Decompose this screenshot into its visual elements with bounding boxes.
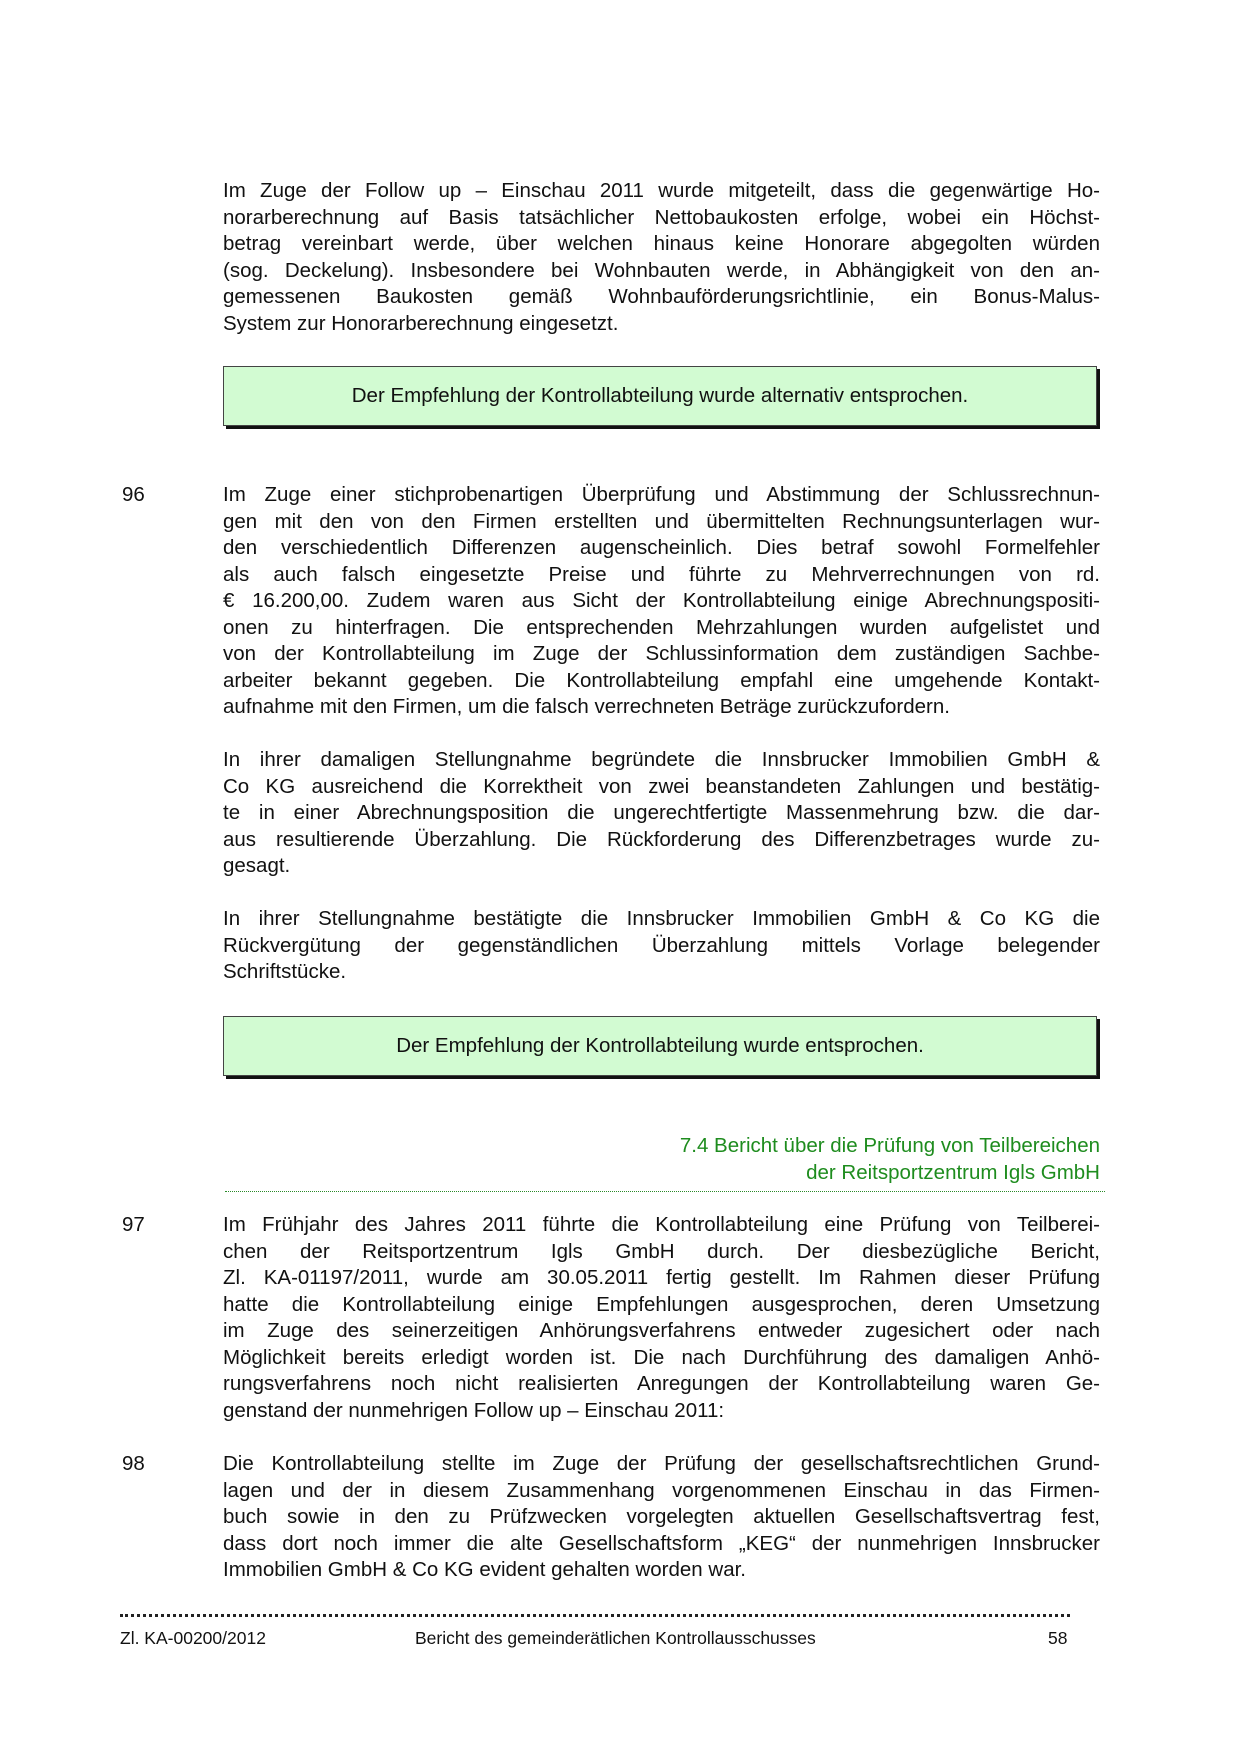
- text-line: In ihrer Stellungnahme bestätigte die Innsbrucker Immobilien GmbH & Co KG die: [223, 907, 1100, 930]
- paragraph-number: 97: [122, 1213, 145, 1236]
- text-line: Rückvergütung der gegenständlichen Überzahlung mittels Vorlage belegender: [223, 933, 1100, 957]
- text-line: buch sowie in den zu Prüfzwecken vorgelegten aktuellen Gesellschaftsvertrag fest,: [223, 1505, 1100, 1528]
- text-line: Die Kontrollabteilung stellte im Zuge der Prüfung der gesellschaftsrechtlichen Grund-: [223, 1452, 1100, 1475]
- paragraph-98: [223, 1451, 1100, 1584]
- text-line: rungsverfahrens noch nicht realisierten Anregungen der Kontrollabteilung waren Ge-: [223, 1372, 1100, 1395]
- paragraph-96: [223, 482, 1100, 721]
- text-line: aus resultierende Überzahlung. Die Rückforderung des Differenzbetrages wurde zu-: [223, 827, 1100, 851]
- text-line: dass dort noch immer die alte Gesellschaftsform „KEG“ der nunmehrigen Innsbrucker: [223, 1531, 1100, 1555]
- text-line: Schriftstücke.: [223, 960, 347, 983]
- text-line: genstand der nunmehrigen Follow up – Einschau 2011:: [223, 1398, 725, 1422]
- paragraph-number: 98: [122, 1452, 145, 1475]
- section-heading: [680, 1133, 1100, 1186]
- footer-reference: Zl. KA-00200/2012: [120, 1628, 266, 1648]
- recommendation-box: Der Empfehlung der Kontrollabteilung wurde alternativ entsprochen.: [223, 366, 1097, 426]
- text-line: gemessenen Baukosten gemäß Wohnbauförderungsrichtlinie, ein Bonus-Malus-: [223, 285, 1100, 308]
- text-line: Im Frühjahr des Jahres 2011 führte die Kontrollabteilung eine Prüfung von Teilberei-: [223, 1213, 1100, 1236]
- text-line: aufnahme mit den Firmen, um die falsch verrechneten Beträge zurückzufordern.: [223, 695, 950, 718]
- text-line: norarberechnung auf Basis tatsächlicher Nettobaukosten erfolge, wobei ein Höchst-: [223, 205, 1100, 229]
- text-line: als auch falsch eingesetzte Preise und führte zu Mehrverrechnungen von rd.: [223, 562, 1100, 586]
- recommendation-box: Der Empfehlung der Kontrollabteilung wurde entsprochen.: [223, 1016, 1097, 1076]
- text-line: onen zu hinterfragen. Die entsprechenden Mehrzahlungen wurden aufgelistet und: [223, 615, 1100, 639]
- text-line: hatte die Kontrollabteilung einige Empfehlungen ausgesprochen, deren Umsetzung: [223, 1292, 1100, 1316]
- section-heading-line: der Reitsportzentrum Igls GmbH: [806, 1160, 1100, 1184]
- text-line: Im Zuge der Follow up – Einschau 2011 wurde mitgeteilt, dass die gegenwärtige Ho-: [223, 179, 1100, 202]
- text-line: € 16.200,00. Zudem waren aus Sicht der Kontrollabteilung einige Abrechnungspositi-: [223, 589, 1100, 612]
- text-line: von der Kontrollabteilung im Zuge der Schlussinformation dem zuständigen Sachbe-: [223, 642, 1100, 665]
- paragraph-number: 96: [122, 483, 145, 506]
- paragraph-96-response: [223, 747, 1100, 880]
- section-heading-line: 7.4 Bericht über die Prüfung von Teilbereichen: [679, 1134, 1100, 1157]
- text-line: Im Zuge einer stichprobenartigen Überprüfung und Abstimmung der Schlussrechnun-: [223, 483, 1100, 506]
- text-line: gen mit den von den Firmen erstellten und übermittelten Rechnungsunterlagen wur-: [223, 509, 1100, 533]
- paragraph-96-statement: [223, 906, 1100, 986]
- heading-divider: [225, 1191, 1105, 1192]
- text-line: Zl. KA-01197/2011, wurde am 30.05.2011 fertig gestellt. Im Rahmen dieser Prüfung: [223, 1266, 1100, 1289]
- text-line: In ihrer damaligen Stellungnahme begründete die Innsbrucker Immobilien GmbH &: [223, 748, 1100, 771]
- footer-title: Bericht des gemeinderätlichen Kontrollausschusses: [415, 1628, 816, 1648]
- page-number: 58: [1048, 1628, 1068, 1648]
- text-line: gesagt.: [223, 854, 291, 877]
- text-line: lagen und der in diesem Zusammenhang vorgenommenen Einschau in das Firmen-: [223, 1478, 1100, 1502]
- text-line: Möglichkeit bereits erledigt worden ist. Die nach Durchführung des damaligen Anhö-: [223, 1345, 1100, 1369]
- text-line: Immobilien GmbH & Co KG evident gehalten worden war.: [223, 1558, 747, 1581]
- text-line: den verschiedentlich Differenzen augenscheinlich. Dies betraf sowohl Formelfehler: [223, 536, 1100, 559]
- text-line: chen der Reitsportzentrum Igls GmbH durch. Der diesbezügliche Bericht,: [223, 1239, 1100, 1263]
- paragraph-intro: [223, 178, 1100, 337]
- text-line: Co KG ausreichend die Korrektheit von zwei beanstandeten Zahlungen und bestätig-: [223, 774, 1100, 798]
- text-line: (sog. Deckelung). Insbesondere bei Wohnbauten werde, in Abhängigkeit von den an-: [223, 258, 1100, 282]
- footer-divider: [120, 1614, 1070, 1617]
- paragraph-97: [223, 1212, 1100, 1424]
- text-line: im Zuge des seinerzeitigen Anhörungsverfahrens entweder zugesichert oder nach: [223, 1319, 1100, 1342]
- text-line: te in einer Abrechnungsposition die ungerechtfertigte Massenmehrung bzw. die dar-: [223, 801, 1100, 824]
- text-line: betrag vereinbart werde, über welchen hinaus keine Honorare abgegolten würden: [223, 232, 1100, 255]
- text-line: System zur Honorarberechnung eingesetzt.: [223, 311, 619, 335]
- text-line: arbeiter bekannt gegeben. Die Kontrollabteilung empfahl eine umgehende Kontakt-: [223, 668, 1100, 692]
